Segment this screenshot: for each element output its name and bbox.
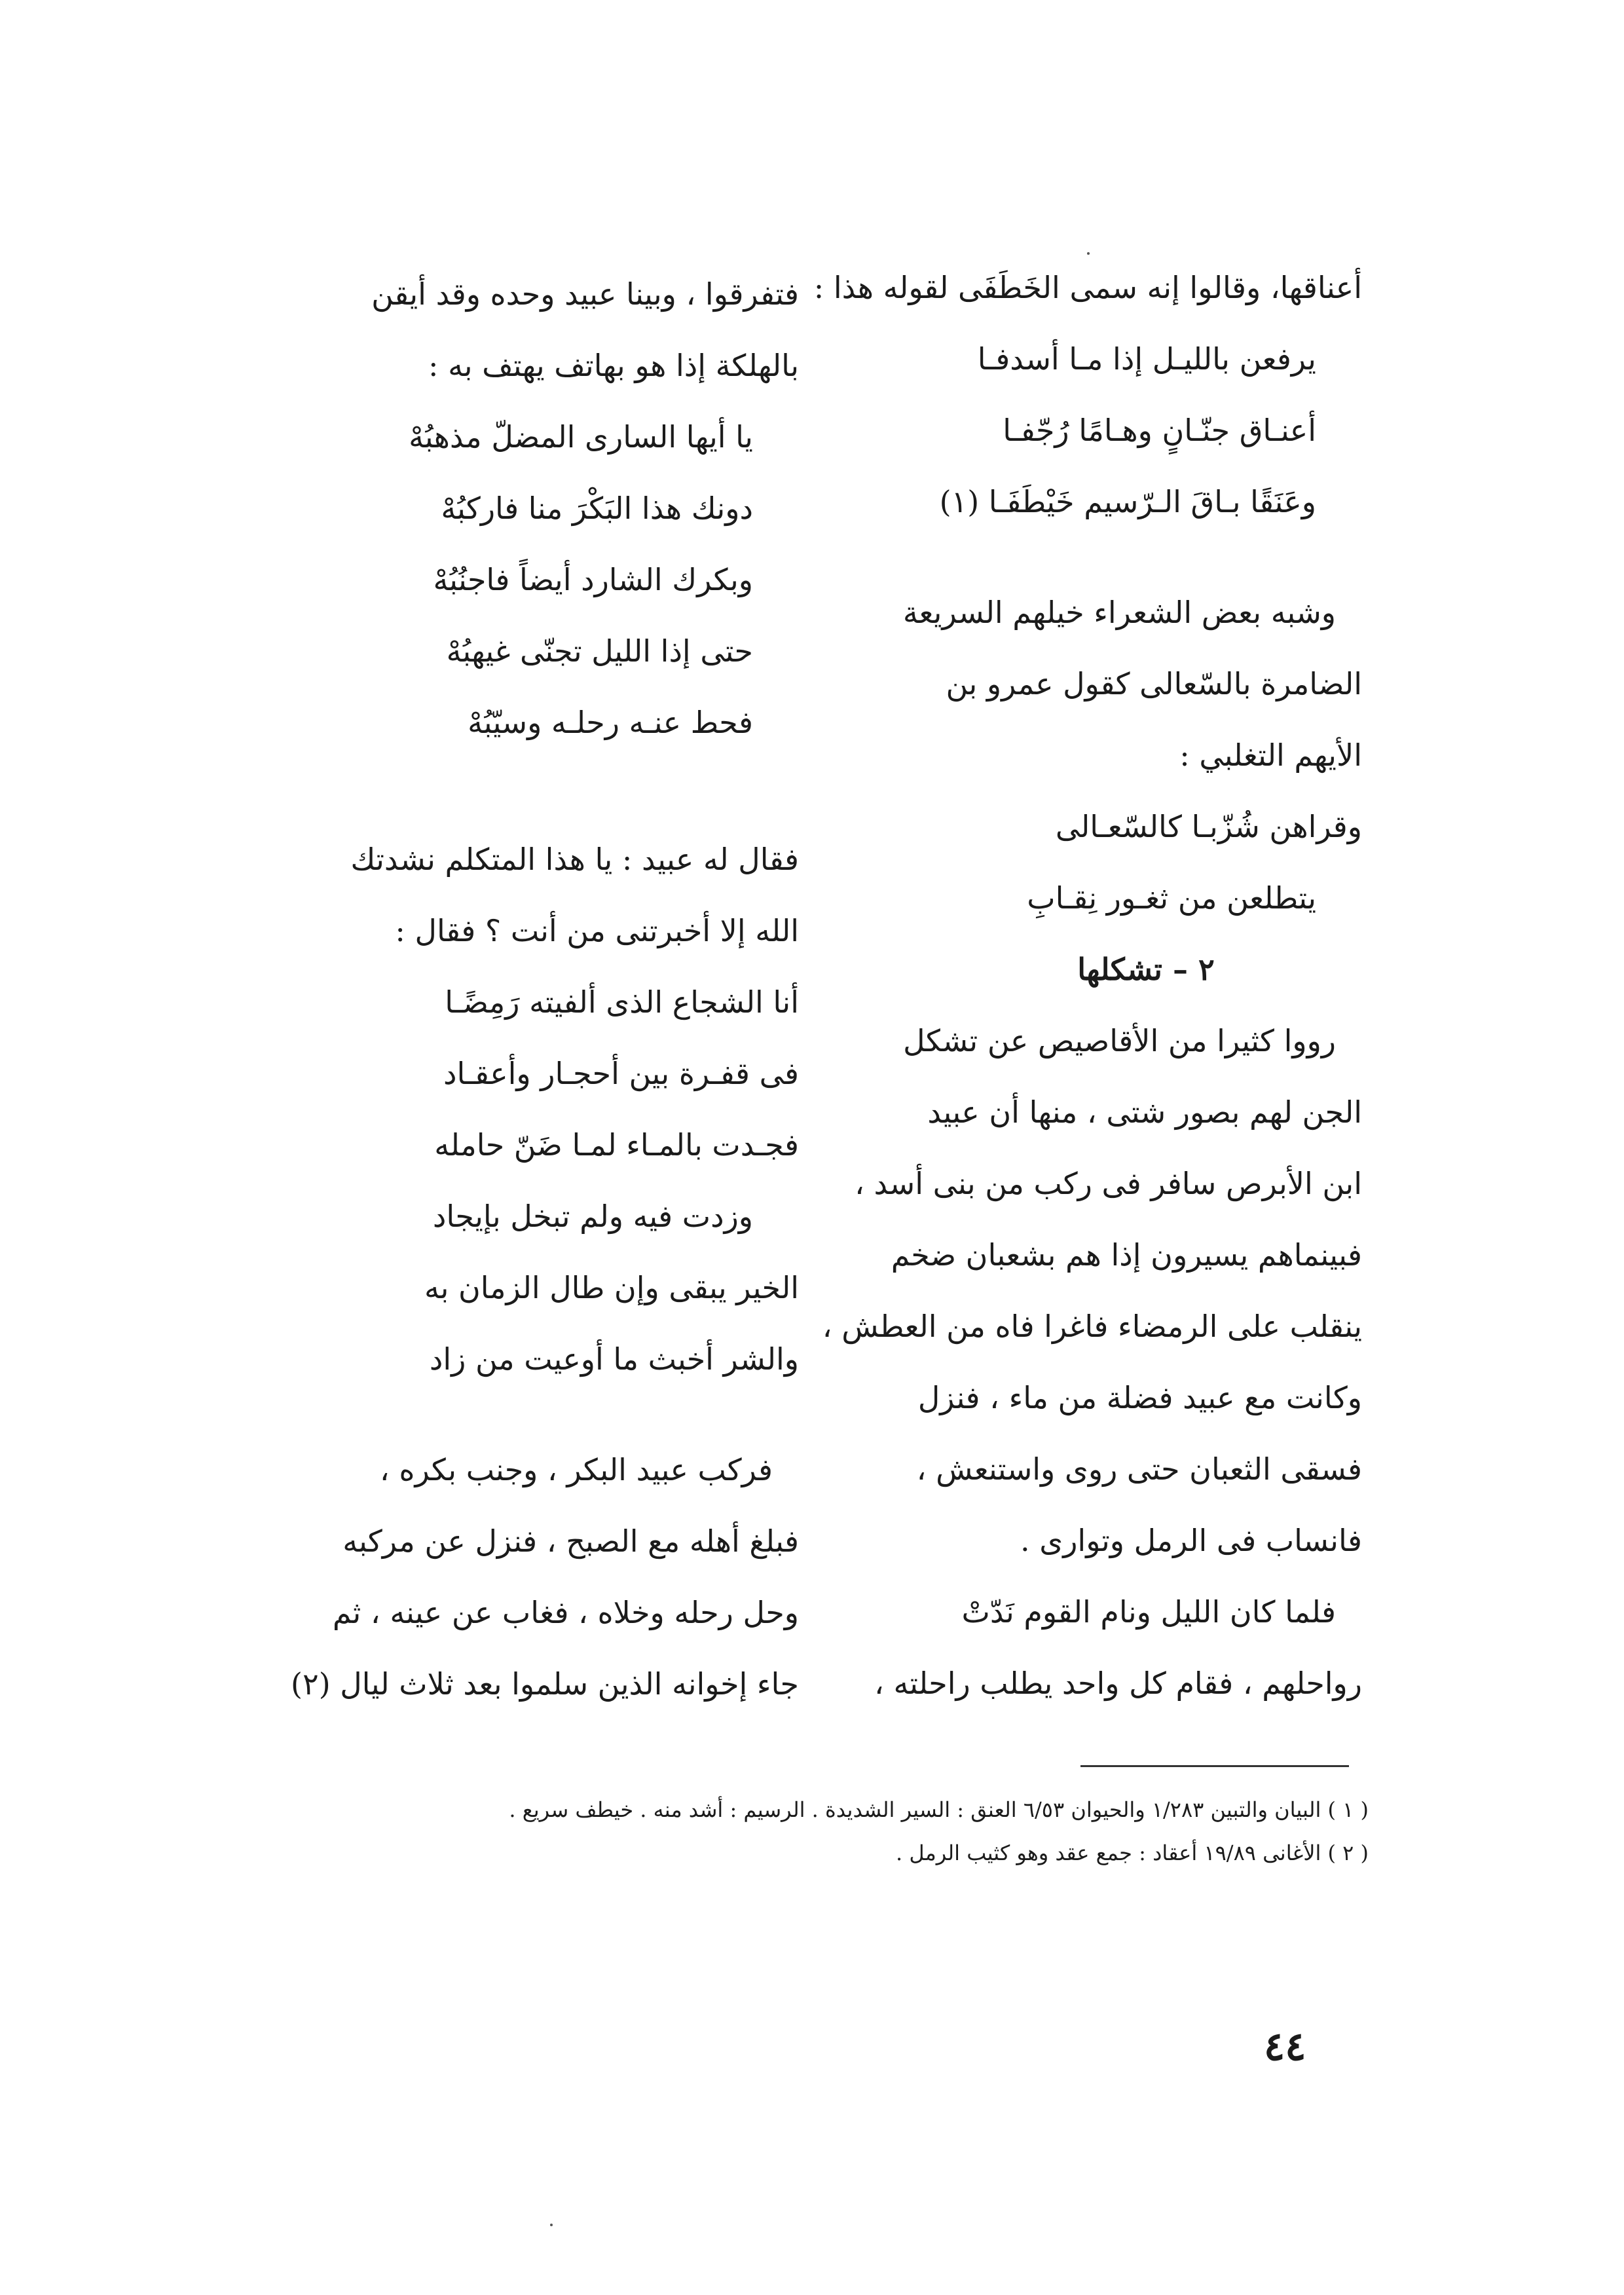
- footnote-rule: [1080, 1765, 1349, 1767]
- text-line: رووا كثيرا من الأقاصيص عن تشكل: [903, 1023, 1336, 1058]
- verse-line: أعنـاق جنّـانٍ وهـامًا رُجّفـا: [1003, 413, 1316, 448]
- text-line: جاء إخوانه الذين سلموا بعد ثلاث ليال (٢): [291, 1666, 799, 1702]
- verse-line: وقراهن شُزّبـا كالسّعـالى: [1055, 809, 1362, 844]
- text-line: فتفرقوا ، وبينا عبيد وحده وقد أيقن: [371, 276, 799, 312]
- text-line: فسقى الثعبان حتى روى واستنعش ،: [916, 1451, 1362, 1487]
- verse-line: يا أيها السارى المضلّ مذهبُهْ: [409, 419, 753, 455]
- text-line: فركب عبيد البكر ، وجنب بكره ،: [379, 1452, 773, 1487]
- left-column: [288, 275, 799, 1736]
- verse-line: دونك هذا البَكْرَ منا فاركبُهْ: [441, 491, 753, 526]
- text-line: فبينماهم يسيرون إذا هم بشعبان ضخم: [891, 1237, 1362, 1273]
- verse-line: فجـدت بالمـاء لمـا ضَنّ حامله: [434, 1127, 799, 1163]
- verse-line: حتى إذا الليل تجنّى غيهبُهْ: [446, 633, 753, 669]
- footnote: ( ١ ) البيان والتبين ١/٢٨٣ والحيوان ٦/٥٣ العنق : السير الشديدة . الرسيم : أشد منه . خيطف سريع .: [509, 1797, 1369, 1822]
- print-speck: [1087, 252, 1090, 255]
- footnote: ( ٢ ) الأغانى ١٩/٨٩ أعقاد : جمع عقد وهو كثيب الرمل .: [896, 1840, 1369, 1865]
- text-line: الله إلا أخبرتنى من أنت ؟ فقال :: [395, 913, 799, 948]
- text-line: ابن الأبرص سافر فى ركب من بنى أسد ،: [855, 1166, 1362, 1201]
- verse-line: فحط عنـه رحلـه وسيّبُهْ: [468, 705, 753, 740]
- text-line: فقال له عبيد : يا هذا المتكلم نشدتك: [350, 842, 799, 877]
- text-line: وكانت مع عبيد فضلة من ماء ، فنزل: [917, 1380, 1362, 1415]
- text-line: فبلغ أهله مع الصبح ، فنزل عن مركبه: [342, 1523, 799, 1559]
- verse-line: الخير يبقى وإن طال الزمان به: [424, 1270, 799, 1305]
- verse-line: وزدت فيه ولم تبخل بإيجاد: [432, 1199, 753, 1234]
- text-line: وشبه بعض الشعراء خيلهم السريعة: [902, 595, 1336, 630]
- text-line: وحل رحله وخلاه ، فغاب عن عينه ، ثم: [332, 1595, 799, 1630]
- verse-line: أنا الشجاع الذى ألفيته رَمِضًـا: [445, 984, 799, 1020]
- text-line: الضامرة بالسّعالى كقول عمرو بن: [946, 666, 1362, 701]
- text-line: الأيهم التغلبي :: [1179, 737, 1362, 773]
- text-line: فلما كان الليل ونام القوم نَدّتْ: [961, 1594, 1336, 1630]
- verse-line: فى قفـرة بين أحجـار وأعقـاد: [443, 1056, 799, 1091]
- text-line: ينقلب على الرمضاء فاغرا فاه من العطش ،: [822, 1309, 1362, 1344]
- text-line: بالهلكة إذا هو بهاتف يهتف به :: [428, 348, 799, 383]
- text-line: فانساب فى الرمل وتوارى .: [1020, 1523, 1362, 1558]
- verse-line: وعَنَقًا بـاقَ الـرّسيم خَيْطَفَـا (١): [939, 484, 1316, 519]
- verse-line: يرفعن بالليـل إذا مـا أسدفـا: [977, 341, 1316, 377]
- page-number: ٤٤: [1264, 2024, 1306, 2070]
- verse-line: والشر أخبث ما أوعيت من زاد: [429, 1341, 799, 1377]
- text-line: الجن لهم بصور شتى ، منها أن عبيد: [927, 1094, 1362, 1130]
- text-line: رواحلهم ، فقام كل واحد يطلب راحلته ،: [874, 1666, 1362, 1701]
- verse-line: يتطلعن من ثغـور نِقـابِ: [1027, 880, 1316, 916]
- verse-line: وبكرك الشارد أيضاً فاجنُبُهْ: [433, 562, 753, 597]
- right-column: [813, 269, 1362, 1736]
- footnotes: [282, 1795, 1369, 1881]
- text-line: أعناقها، وقالوا إنه سمى الخَطَفَى لقوله هذا :: [813, 270, 1362, 305]
- print-speck: [550, 2224, 553, 2226]
- section-heading: ٢ – تشكلها: [1077, 952, 1215, 987]
